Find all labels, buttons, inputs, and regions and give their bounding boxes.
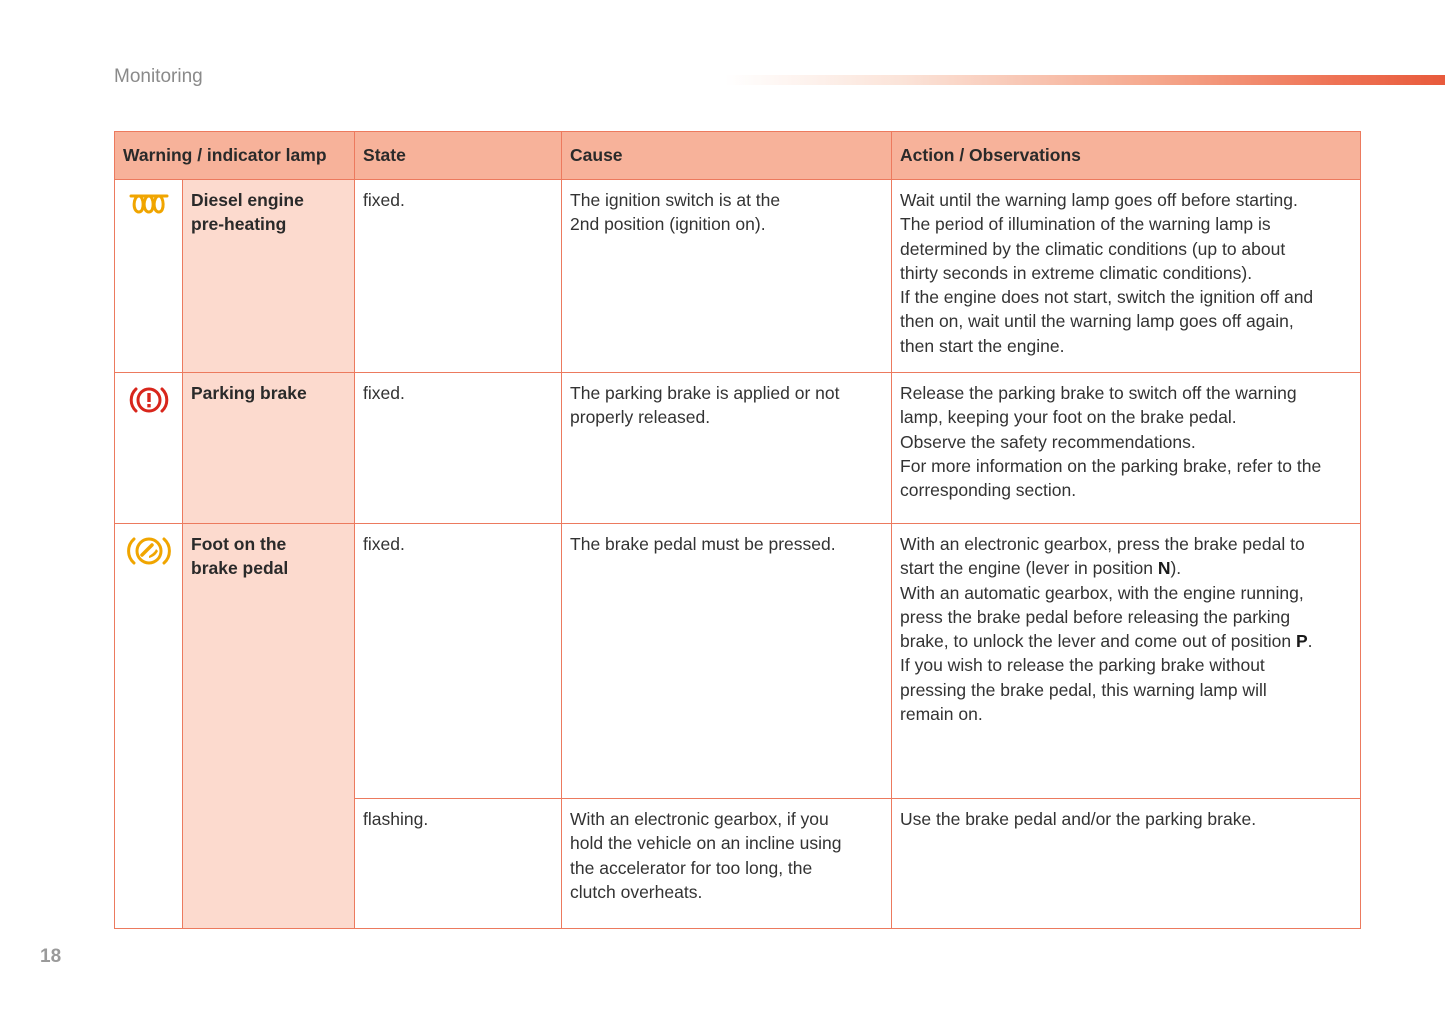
state-cell: fixed. <box>355 373 562 524</box>
state-cell: fixed. <box>355 180 562 373</box>
preheating-coil-icon <box>115 190 182 218</box>
lamp-name: Parking brake <box>183 373 355 524</box>
header-state: State <box>355 132 562 180</box>
action-cell: With an electronic gearbox, press the brake pedal to start the engine (lever in position N). With an automatic gearbox, with the engine running, press the brake pedal before releasing the parking brake, to unlock the lever and come out of position P. If you wish to release the parking brake without pressing the brake pedal, this warning lamp will remain on. <box>892 524 1361 799</box>
section-title: Monitoring <box>114 66 203 87</box>
table-row <box>115 524 1361 799</box>
lamp-name: Foot on the brake pedal <box>183 524 355 929</box>
action-cell: Wait until the warning lamp goes off before starting. The period of illumination of the warning lamp is determined by the climatic conditions (up to about thirty seconds in extreme climatic conditions). If the engine does not start, switch the ignition off and then on, wait until the warning lamp goes off again, then start the engine. <box>892 180 1361 373</box>
action-cell: Use the brake pedal and/or the parking brake. <box>892 799 1361 929</box>
page-number: 18 <box>40 946 62 967</box>
action-cell: Release the parking brake to switch off the warning lamp, keeping your foot on the brake pedal. Observe the safety recommendations. For more information on the parking brake, refer to the corresponding section. <box>892 373 1361 524</box>
lamp-icon-cell <box>115 524 183 929</box>
state-cell: flashing. <box>355 799 562 929</box>
lamp-icon-cell <box>115 373 183 524</box>
cause-cell: With an electronic gearbox, if you hold the vehicle on an incline using the accelerator for too long, the clutch overheats. <box>562 799 892 929</box>
foot-on-brake-icon <box>115 534 182 568</box>
cause-cell: The ignition switch is at the 2nd position (ignition on). <box>562 180 892 373</box>
gear-position-p: P <box>1295 631 1308 652</box>
parking-brake-icon <box>115 383 182 417</box>
table-row <box>115 180 1361 373</box>
gear-position-n: N <box>1157 558 1171 579</box>
cause-cell: The parking brake is applied or not properly released. <box>562 373 892 524</box>
lamp-name: Diesel engine pre-heating <box>183 180 355 373</box>
table-header-row <box>115 132 1361 180</box>
warning-lamp-table <box>114 131 1361 929</box>
header-cause: Cause <box>562 132 892 180</box>
lamp-icon-cell <box>115 180 183 373</box>
table-row <box>115 373 1361 524</box>
header-gradient-bar <box>725 75 1445 85</box>
header-lamp: Warning / indicator lamp <box>115 132 355 180</box>
cause-cell: The brake pedal must be pressed. <box>562 524 892 799</box>
header-action: Action / Observations <box>892 132 1361 180</box>
state-cell: fixed. <box>355 524 562 799</box>
